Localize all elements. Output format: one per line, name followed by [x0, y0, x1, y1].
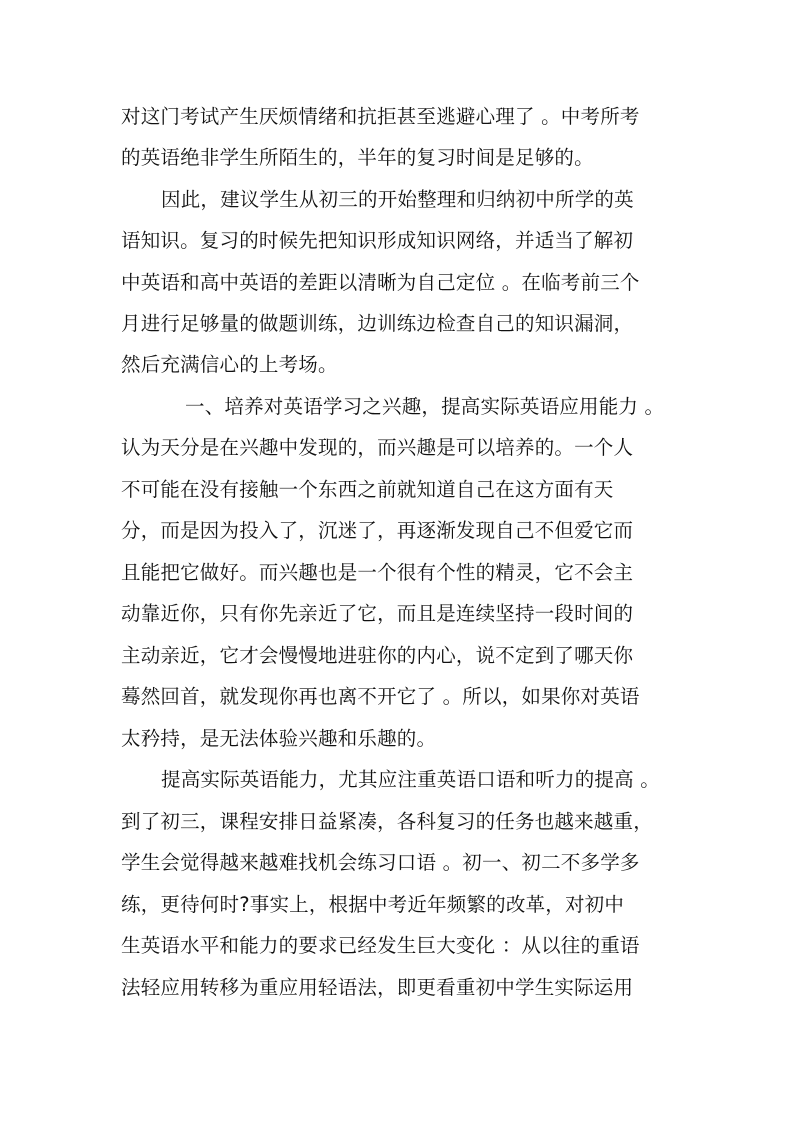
text-line: 蓦然回首，就发现你再也离不开它了 。所以，如果你对英语 [121, 685, 640, 708]
section-heading: 一、培养对英语学习之兴趣，提高实际英语应用能力 。 [185, 395, 665, 418]
text-line: 中英语和高中英语的差距以清晰为自己定位 。在临考前三个 [121, 271, 640, 294]
text-line: 学生会觉得越来越难找机会练习口语 。初一、初二不多学多 [121, 851, 640, 874]
text-line: 语知识。复习的时候先把知识形成知识网络，并适当了解初 [121, 229, 634, 252]
text-line: 太矜持，是无法体验兴趣和乐趣的。 [121, 727, 437, 750]
text-line: 然后充满信心的上考场。 [121, 353, 338, 376]
text-line: 且能把它做好。而兴趣也是一个很有个性的精灵，它不会主 [121, 561, 634, 584]
text-line: 对这门考试产生厌烦情绪和抗拒甚至逃避心理了 。中考所考 [121, 105, 640, 128]
text-line: 不可能在没有接触一个东西之前就知道自己在这方面有天 [121, 478, 614, 501]
text-line: 主动亲近，它才会慢慢地进驻你的内心，说不定到了哪天你 [121, 644, 634, 667]
text-line: 月进行足够量的做题训练，边训练边检查自己的知识漏洞， [121, 312, 634, 335]
paragraph-first-line: 提高实际英语能力，尤其应注重英语口语和听力的提高 。 [161, 768, 660, 791]
text-line: 动靠近你，只有你先亲近了它，而且是连续坚持一段时间的 [121, 602, 634, 625]
text-line: 分，而是因为投入了，沉迷了，再逐渐发现自己不但爱它而 [121, 519, 634, 542]
text-line: 到了初三，课程安排日益紧凑，各科复习的任务也越来越重， [121, 810, 653, 833]
text-line: 法轻应用转移为重应用轻语法，即更看重初中学生实际运用 [121, 976, 634, 999]
text-line: 的英语绝非学生所陌生的，半年的复习时间是足够的。 [121, 146, 594, 169]
text-line: 练，更待何时?事实上，根据中考近年频繁的改革，对初中 [121, 893, 625, 916]
text-line: 认为天分是在兴趣中发现的，而兴趣是可以培养的。一个人 [121, 436, 634, 459]
text-line: 生英语水平和能力的要求已经发生巨大变化 ：从以往的重语 [121, 934, 640, 957]
paragraph-first-line: 因此，建议学生从初三的开始整理和归纳初中所学的英 [161, 188, 634, 211]
